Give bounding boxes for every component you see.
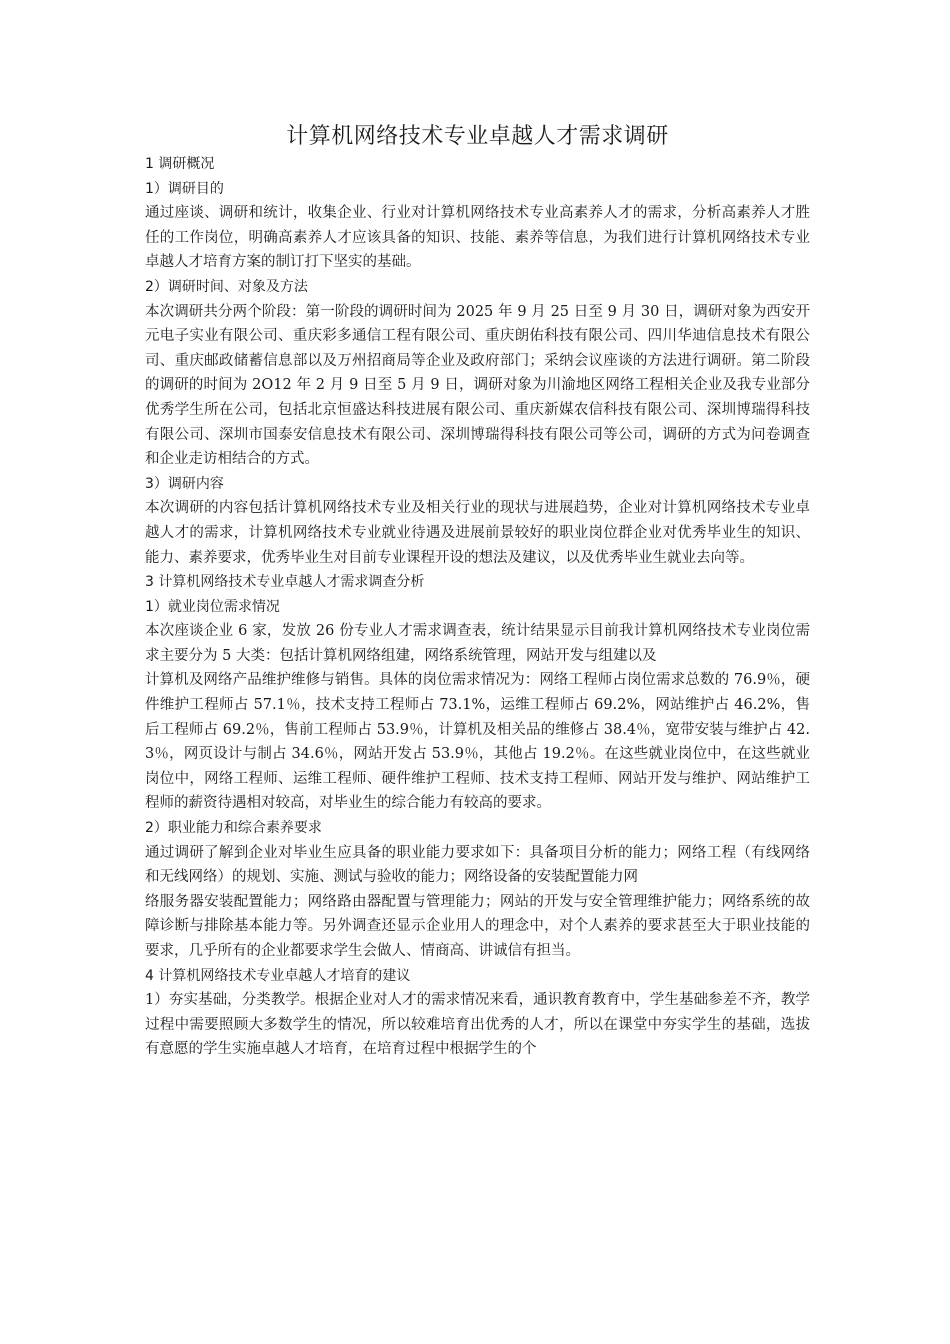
paragraph-time-objects-methods: 本次调研共分两个阶段：第一阶段的调研时间为 2025 年 9 月 25 日至 9 月 30 日，调研对象为西安开元电子实业有限公司、重庆彩多通信工程有限公司、重庆朗佑科技有限公司、四川华迪信息技术有限公司、重庆邮政储蓄信息部以及万州招商局等企业及政府部门；采纳会议座谈的方法进行调研。第二阶段的调研的时间为 2O12 年 2 月 9 日至 5 月 9 日，调研对象为川渝地区网络工程相关企业及我专业部分优秀学生所在公司，包括北京恒盛达科技进展有限公司、重庆新媒农信科技有限公司、深圳博瑞得科技有限公司、深圳市国泰安信息技术有限公司、深圳博瑞得科技有限公司等公司，调研的方式为问卷调查和企业走访相结合的方式。	[145, 303, 810, 468]
document-body	[145, 122, 810, 1062]
subheading-competency: 2）职业能力和综合素养要求	[145, 820, 322, 837]
paragraph-competency-part2: 络服务器安装配置能力；网络路由器配置与管理能力；网站的开发与安全管理维护能力；网络系统的故障诊断与排除基本能力等。另外调查还显示企业用人的理念中，对个人素养的要求甚至大于职业技能的要求，几乎所有的企业都要求学生会做人、情商高、讲诚信有担当。	[145, 893, 810, 959]
subheading-job-demand: 1）就业岗位需求情况	[145, 598, 280, 615]
paragraph-competency-part1: 通过调研了解到企业对毕业生应具备的职业能力要求如下：具备项目分析的能力；网络工程（有线网络和无线网络）的规划、实施、测试与验收的能力；网络设备的安装配置能力网	[145, 844, 810, 886]
paragraph-purpose: 通过座谈、调研和统计，收集企业、行业对计算机网络技术专业高素养人才的需求，分析高素养人才胜任的工作岗位，明确高素养人才应该具备的知识、技能、素养等信息，为我们进行计算机网络技术专业卓越人才培育方案的制订打下坚实的基础。	[145, 205, 810, 271]
document-title: 计算机网络技术专业卓越人才需求调研	[286, 124, 669, 149]
section-heading-overview: 1 调研概况	[145, 156, 215, 172]
subheading-time-objects-methods: 2）调研时间、对象及方法	[145, 278, 308, 295]
paragraph-job-demand-part2: 计算机及网络产品维护维修与销售。具体的岗位需求情况为：网络工程师占岗位需求总数的 76.9％，硬件维护工程师占 57.1％，技术支持工程师占 73.1%，运维工程师占 69.2%，网站维护占 46.2%，售后工程师占 69.2％，售前工程师占 53.9％，计算机及相关品的维修占 38.4％，宽带安装与维护占 42.3％，网页设计与制占 34.6％，网站开发占 53.9％，其他占 19.2％。在这些就业岗位中，在这些就业岗位中，网络工程师、运维工程师、硬件维护工程师、技术支持工程师、网站开发与维护、网站维护工程师的薪资待遇相对较高，对毕业生的综合能力有较高的要求。	[145, 672, 810, 812]
paragraph-suggestion-1: 1）夯实基础，分类教学。根据企业对人才的需求情况来看，通识教育教育中，学生基础参差不齐，教学过程中需要照顾大多数学生的情况，所以较难培育出优秀的人才，所以在课堂中夯实学生的基础，选拔有意愿的学生实施卓越人才培育，在培育过程中根据学生的个	[145, 992, 810, 1058]
section-heading-suggestions: 4 计算机网络技术专业卓越人才培育的建议	[145, 967, 411, 984]
paragraph-content: 本次调研的内容包括计算机网络技术专业及相关行业的现状与进展趋势，企业对计算机网络技术专业卓越人才的需求，计算机网络技术专业就业待遇及进展前景较好的职业岗位群企业对优秀毕业生的知识、能力、素养要求，优秀毕业生对目前专业课程开设的想法及建议，以及优秀毕业生就业去向等。	[145, 500, 810, 566]
subheading-content: 3）调研内容	[145, 475, 224, 492]
paragraph-job-demand-part1: 本次座谈企业 6 家，发放 26 份专业人才需求调查表，统计结果显示目前我计算机网络技术专业岗位需求主要分为 5 大类：包括计算机网络组建，网络系统管理，网站开发与组建以及	[145, 623, 810, 664]
section-heading-demand-analysis: 3 计算机网络技术专业卓越人才需求调查分析	[145, 574, 425, 591]
subheading-purpose: 1）调研目的	[145, 180, 224, 197]
